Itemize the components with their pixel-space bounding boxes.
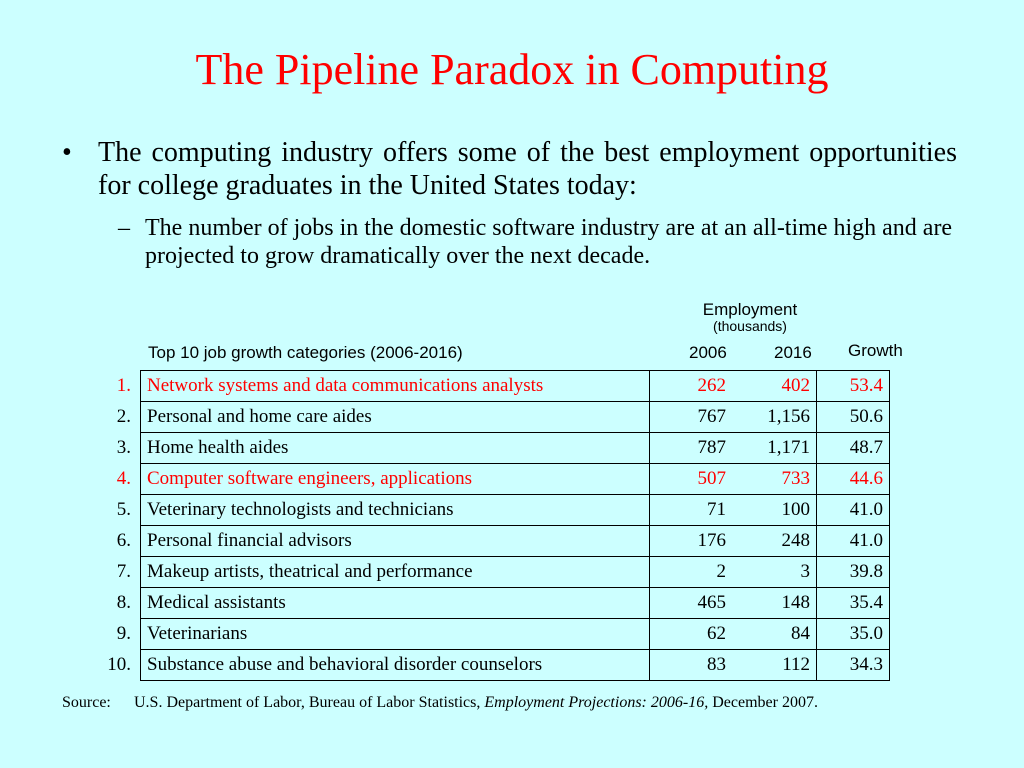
row-employment-2006: 62 [650,619,733,650]
sub-bullet [118,214,963,270]
row-job-title: Network systems and data communications analysts [141,371,650,402]
row-growth: 41.0 [817,526,890,557]
table-row [97,371,890,402]
row-rank: 10. [107,654,131,675]
slide-title: The Pipeline Paradox in Computing [195,45,829,94]
employment-header [660,300,840,334]
row-growth: 44.6 [817,464,890,495]
row-employment-2006: 83 [650,650,733,681]
employment-units: (thousands) [713,318,787,334]
row-employment-2006: 767 [650,402,733,433]
row-employment-2006: 2 [650,557,733,588]
row-rank: 6. [116,530,131,551]
row-employment-2016: 112 [732,650,817,681]
row-growth: 48.7 [817,433,890,464]
table-row [97,464,890,495]
row-rank: 4. [116,468,131,489]
row-employment-2016: 84 [732,619,817,650]
table-row [97,402,890,433]
categories-caption: Top 10 job growth categories (2006-2016) [148,343,463,362]
row-job-title: Medical assistants [141,588,650,619]
source-note [62,694,1002,712]
row-job-title: Substance abuse and behavioral disorder counselors [141,650,650,681]
row-job-title: Personal financial advisors [141,526,650,557]
table-row [97,557,890,588]
bullet-marker: • [62,137,72,168]
col-header-2016: 2016 [774,343,812,362]
row-employment-2006: 465 [650,588,733,619]
table-row [97,495,890,526]
table-row [97,619,890,650]
table-row [97,526,890,557]
row-job-title: Home health aides [141,433,650,464]
row-job-title: Personal and home care aides [141,402,650,433]
row-growth: 50.6 [817,402,890,433]
sub-bullet-text: The number of jobs in the domestic software industry are at an all-time high and are projected to grow dramatically over the next decade. [145,215,953,269]
row-job-title: Veterinarians [141,619,650,650]
row-employment-2016: 733 [732,464,817,495]
table-row [97,588,890,619]
row-rank: 1. [116,375,131,396]
source-label: Source: [62,694,111,711]
col-header-2006: 2006 [689,343,727,362]
row-rank: 9. [116,623,131,644]
row-growth: 34.3 [817,650,890,681]
row-rank: 2. [116,406,131,427]
row-employment-2016: 100 [732,495,817,526]
row-job-title: Veterinary technologists and technicians [141,495,650,526]
row-growth: 35.4 [817,588,890,619]
row-job-title: Makeup artists, theatrical and performance [141,557,650,588]
row-employment-2016: 3 [732,557,817,588]
source-text: U.S. Department of Labor, Bureau of Labor Statistics, [134,694,485,711]
table-row [97,650,890,681]
row-job-title: Computer software engineers, applications [141,464,650,495]
row-employment-2006: 176 [650,526,733,557]
row-rank: 3. [116,437,131,458]
row-employment-2016: 248 [732,526,817,557]
row-employment-2016: 148 [732,588,817,619]
source-publication: Employment Projections: 2006-16, [484,694,709,711]
row-employment-2006: 507 [650,464,733,495]
row-rank: 5. [116,499,131,520]
sub-bullet-marker: – [118,215,130,241]
row-employment-2016: 402 [732,371,817,402]
row-employment-2006: 262 [650,371,733,402]
employment-label: Employment [702,300,798,319]
row-growth: 41.0 [817,495,890,526]
row-employment-2006: 787 [650,433,733,464]
row-growth: 39.8 [817,557,890,588]
source-date: December 2007. [708,694,818,711]
row-employment-2016: 1,171 [732,433,817,464]
row-rank: 7. [116,561,131,582]
row-employment-2016: 1,156 [732,402,817,433]
col-header-growth: Growth [848,341,903,360]
row-growth: 53.4 [817,371,890,402]
row-growth: 35.0 [817,619,890,650]
main-bullet-text: The computing industry offers some of the best employment opportunities for college graduates in the United States today: [98,137,957,201]
table-row [97,433,890,464]
job-growth-table [97,370,890,681]
row-employment-2006: 71 [650,495,733,526]
row-rank: 8. [116,592,131,613]
main-bullet [62,136,957,202]
